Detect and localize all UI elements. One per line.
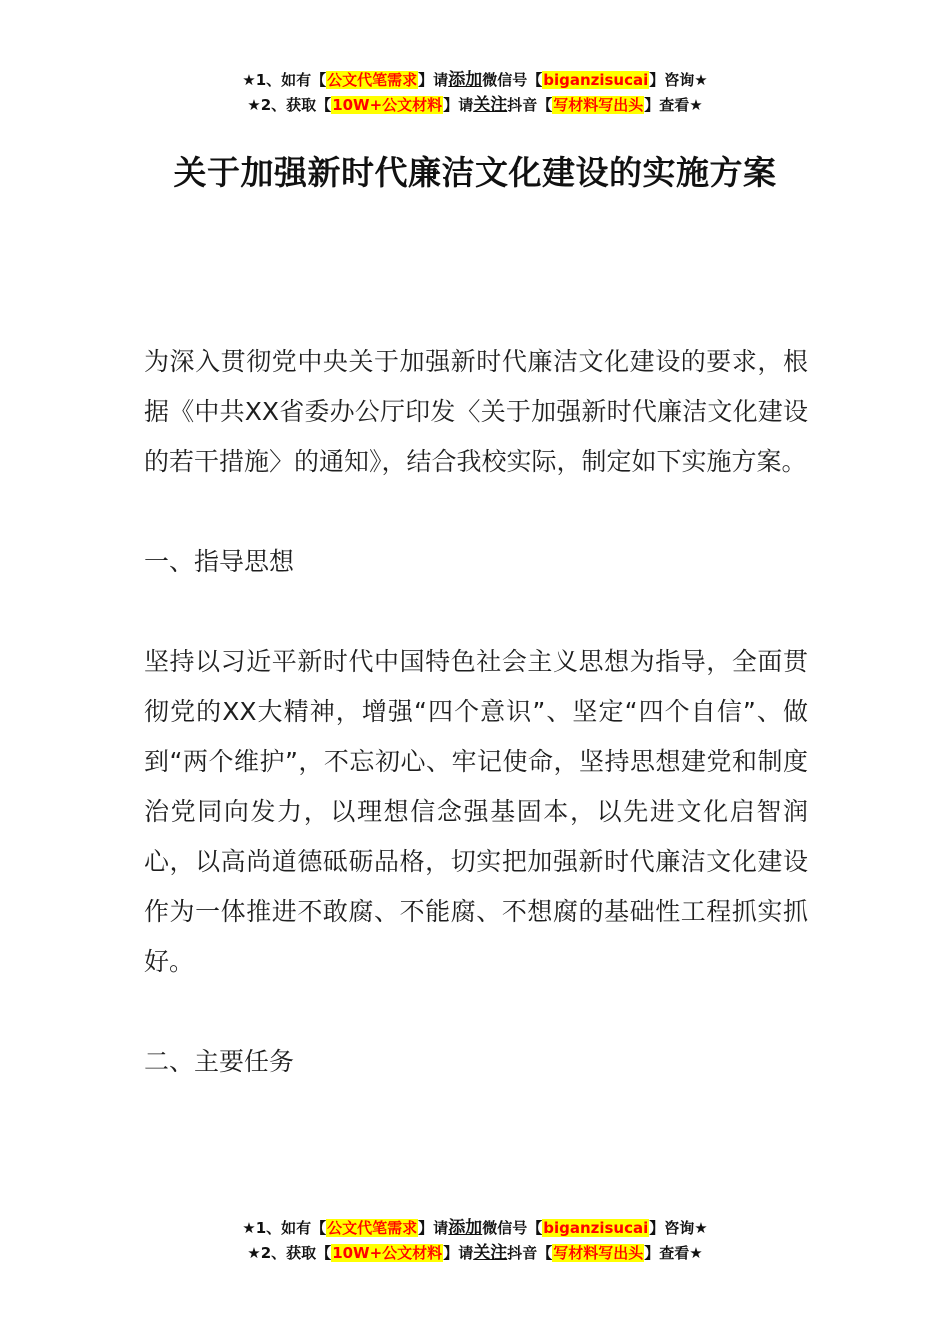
- banner-highlight: 10W+公文材料: [332, 1244, 443, 1262]
- banner-text: 抖音【: [507, 96, 553, 114]
- banner-text: 微信号【: [482, 71, 543, 89]
- section-heading-guiding-ideology: 一、指导思想: [144, 547, 295, 576]
- banner-text: 】请: [418, 1219, 449, 1237]
- banner-text: 】查看★: [644, 96, 703, 114]
- banner-line-1: [0, 68, 950, 93]
- banner-highlight: 公文代笔需求: [327, 71, 418, 89]
- banner-text: 】请: [418, 71, 449, 89]
- banner-underline: 添加: [448, 70, 483, 90]
- banner-text: ★2、获取【: [247, 96, 332, 114]
- banner-highlight: 10W+公文材料: [332, 96, 443, 114]
- banner-underline: 关注: [473, 1243, 508, 1263]
- banner-line-2: [0, 1241, 950, 1266]
- banner-underline: 关注: [473, 95, 508, 115]
- banner-line-2: [0, 93, 950, 118]
- banner-highlight: 写材料写出头: [553, 1244, 644, 1262]
- banner-highlight: biganzisucai: [543, 71, 649, 89]
- document-body: [144, 337, 808, 1137]
- intro-paragraph: 为深入贯彻党中央关于加强新时代廉洁文化建设的要求，根据《中共XX省委办公厅印发〈关于加强新时代廉洁文化建设的若干措施〉的通知》，结合我校实际，制定如下实施方案。: [144, 347, 808, 476]
- banner-text: 抖音【: [507, 1244, 553, 1262]
- top-banner: [0, 68, 950, 118]
- banner-text: ★1、如有【: [242, 71, 327, 89]
- banner-text: 】咨询★: [649, 71, 708, 89]
- banner-highlight: 写材料写出头: [553, 96, 644, 114]
- bottom-banner: [0, 1216, 950, 1266]
- banner-underline: 添加: [448, 1218, 483, 1238]
- banner-text: ★2、获取【: [247, 1244, 332, 1262]
- banner-text: 微信号【: [482, 1219, 543, 1237]
- banner-line-1: [0, 1216, 950, 1241]
- document-title: 关于加强新时代廉洁文化建设的实施方案: [173, 153, 777, 192]
- banner-highlight: biganzisucai: [543, 1219, 649, 1237]
- banner-text: 】请: [443, 1244, 474, 1262]
- banner-text: 】咨询★: [649, 1219, 708, 1237]
- banner-text: ★1、如有【: [242, 1219, 327, 1237]
- section-heading-main-tasks: 二、主要任务: [144, 1047, 295, 1076]
- banner-text: 】请: [443, 96, 474, 114]
- banner-text: 】查看★: [644, 1244, 703, 1262]
- banner-highlight: 公文代笔需求: [327, 1219, 418, 1237]
- guiding-ideology-paragraph: 坚持以习近平新时代中国特色社会主义思想为指导，全面贯彻党的XX大精神，增强“四个意识”、坚定“四个自信”、做到“两个维护”，不忘初心、牢记使命，坚持思想建党和制度治党同向发力，以理想信念强基固本，以先进文化启智润心，以高尚道德砥砺品格，切实把加强新时代廉洁文化建设作为一体推进不敢腐、不能腐、不想腐的基础性工程抓实抓好。: [144, 647, 808, 976]
